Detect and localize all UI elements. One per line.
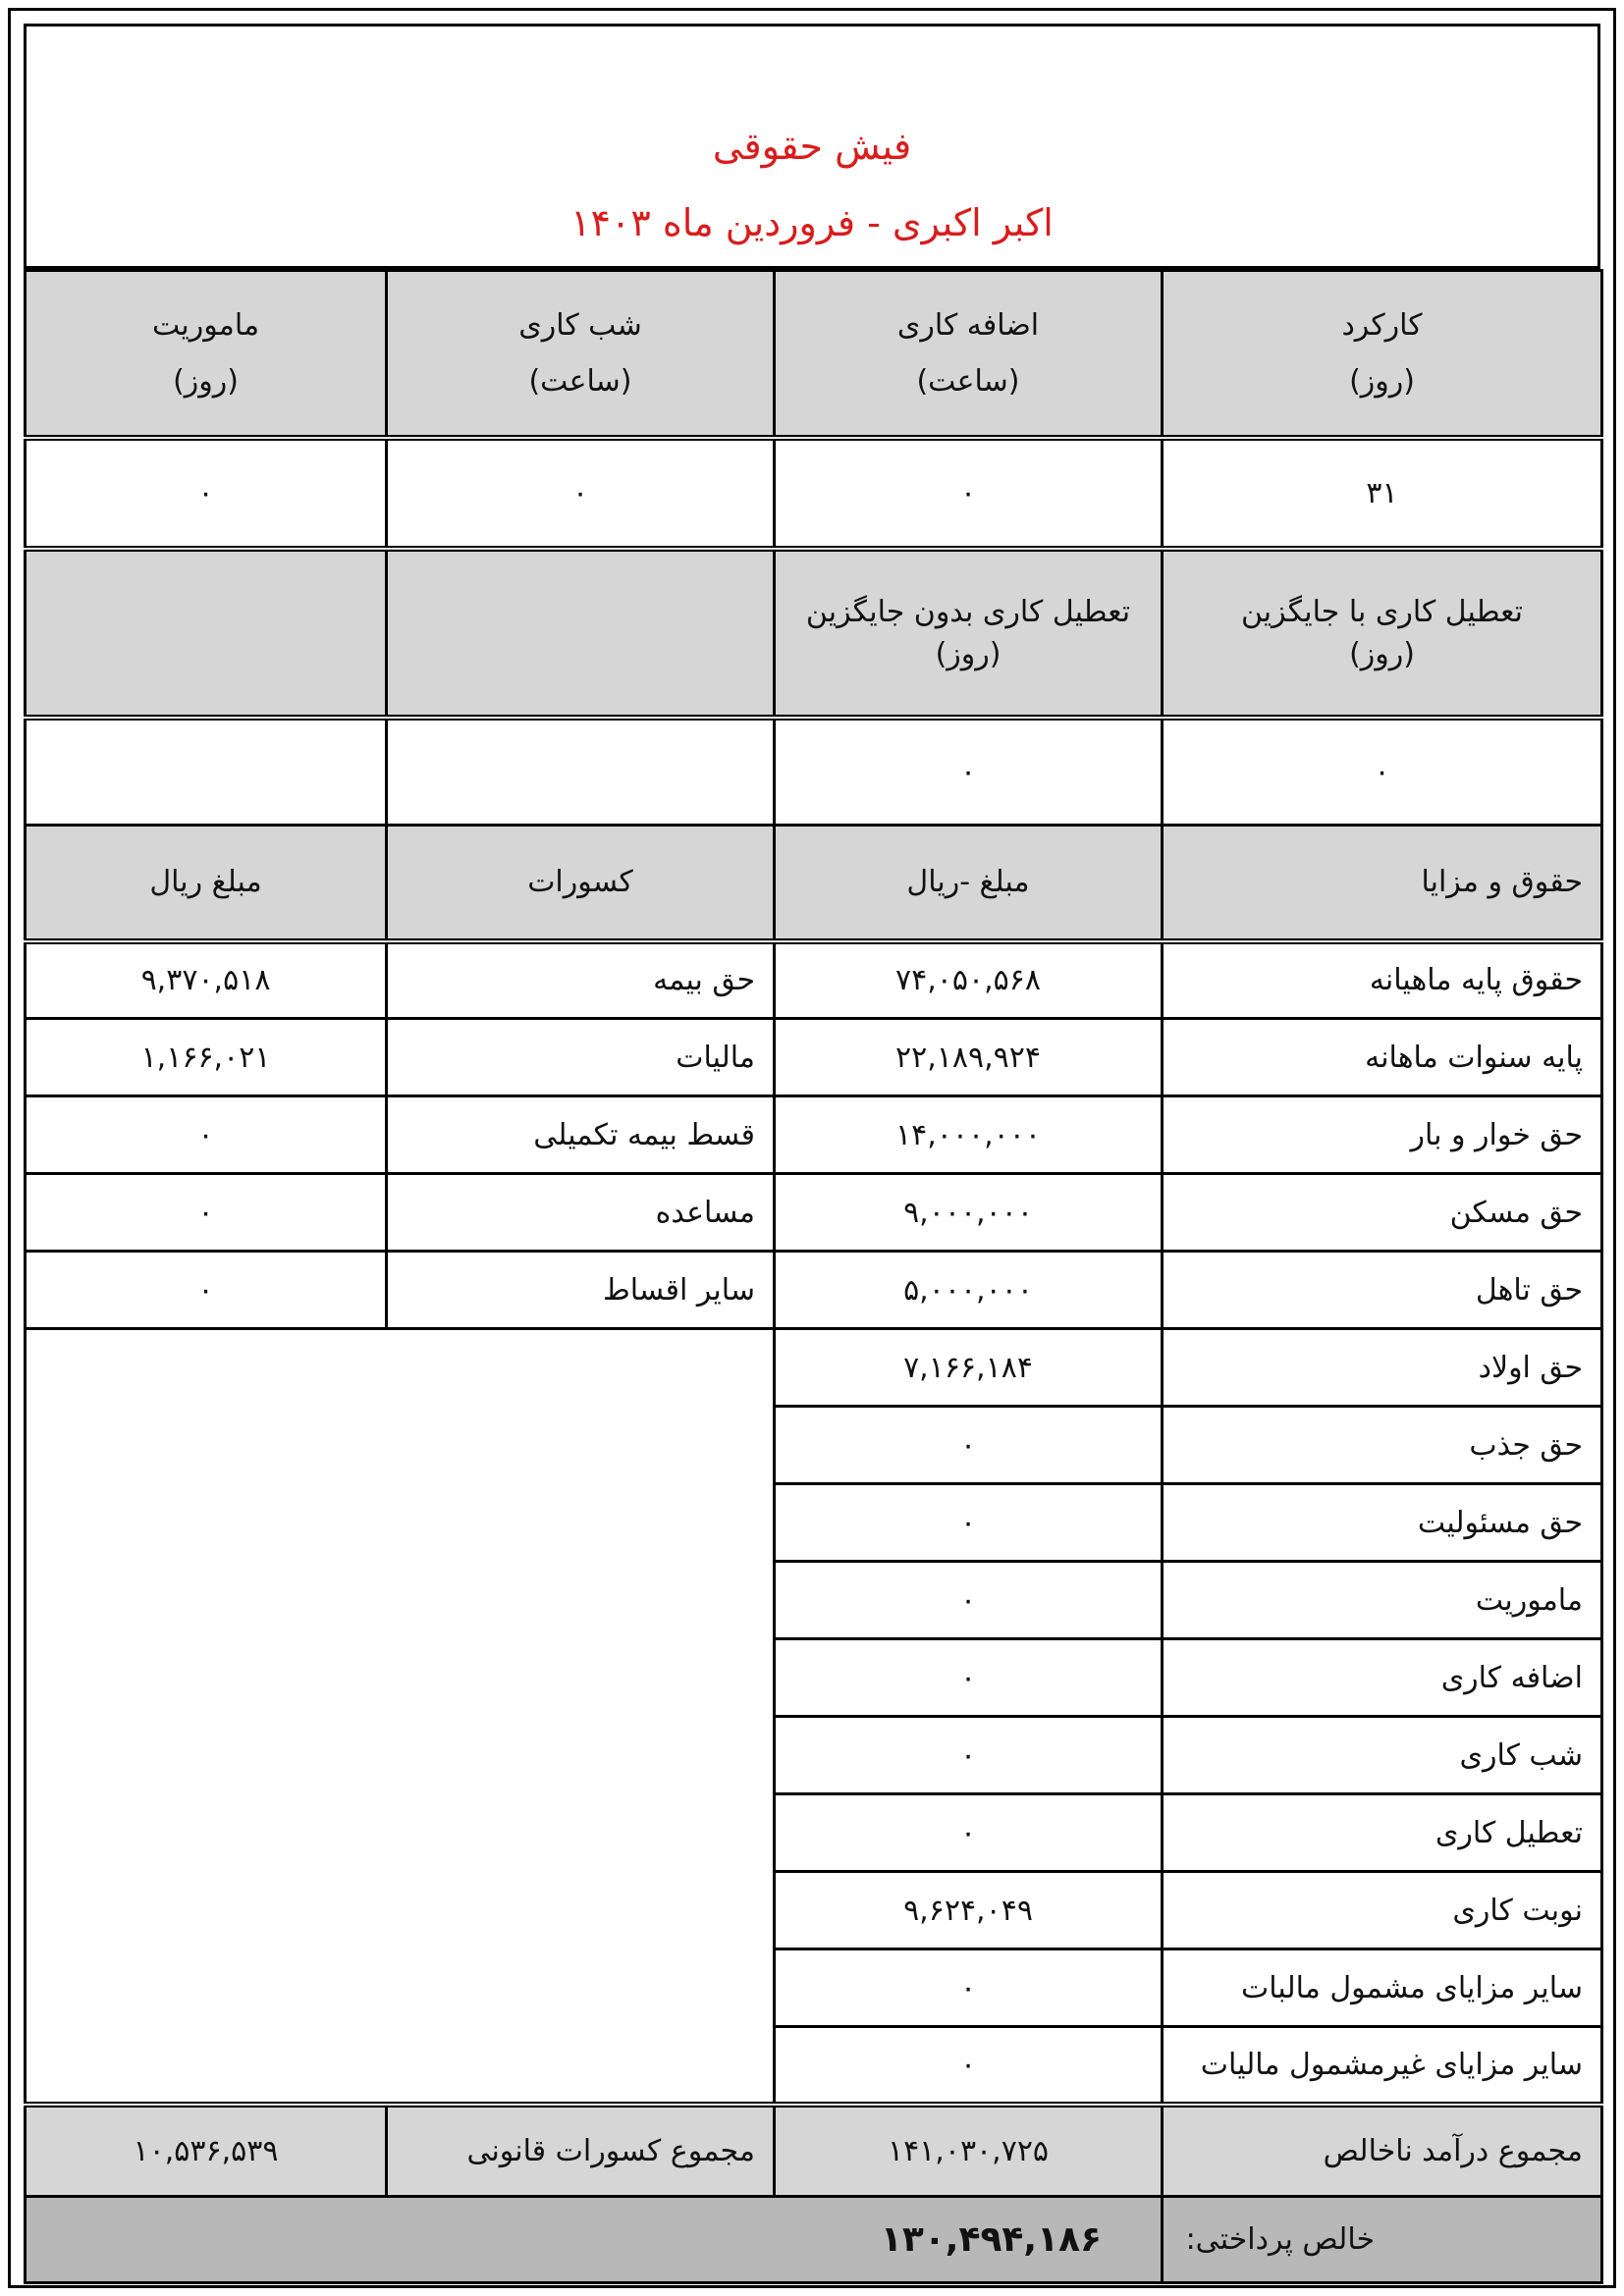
gross-income-amount: ۱۴۱,۰۳۰,۷۲۵ — [775, 2105, 1163, 2197]
earning-amount: ۷۴,۰۵۰,۵۶۸ — [775, 941, 1163, 1019]
payslip-sheet — [24, 24, 1600, 2287]
deductions-header: کسورات — [387, 826, 775, 941]
earning-label: حق مسکن — [1163, 1174, 1602, 1252]
attendance-table — [24, 269, 1603, 827]
earning-amount: ۰ — [775, 2027, 1163, 2105]
earning-amount: ۵,۰۰۰,۰۰۰ — [775, 1252, 1163, 1329]
earning-label: پایه سنوات ماهانه — [1163, 1019, 1602, 1096]
attendance-value-overtime: ۰ — [775, 438, 1163, 549]
earning-label: ماموریت — [1163, 1562, 1602, 1639]
attendance-header-row — [26, 271, 1602, 438]
empty-header-cell — [387, 549, 775, 718]
earning-label: حق تاهل — [1163, 1252, 1602, 1329]
attendance-value-nightwork: ۰ — [387, 438, 775, 549]
earning-label: اضافه کاری — [1163, 1639, 1602, 1717]
earning-label: نوبت کاری — [1163, 1872, 1602, 1949]
earning-amount: ۰ — [775, 1949, 1163, 2027]
employee-period: اکبر اکبری - فروردین ماه ۱۴۰۳ — [570, 201, 1054, 244]
deduction-amount: ۱,۱۶۶,۰۲۱ — [26, 1019, 387, 1096]
deduction-amount: ۰ — [26, 1096, 387, 1174]
earning-label: سایر مزایای غیرمشمول مالیات — [1163, 2027, 1602, 2105]
empty-value-cell — [26, 718, 387, 826]
attendance-header-mission: ماموریت (روز) — [26, 271, 387, 438]
earning-amount: ۰ — [775, 1484, 1163, 1562]
earning-amount: ۲۲,۱۸۹,۹۲۴ — [775, 1019, 1163, 1096]
earning-amount: ۷,۱۶۶,۱۸۴ — [775, 1329, 1163, 1407]
earnings-header: حقوق و مزایا — [1163, 826, 1602, 941]
empty-value-cell — [387, 718, 775, 826]
deduction-label: مالیات — [387, 1019, 775, 1096]
deduction-amount: ۰ — [26, 1252, 387, 1329]
net-pay-label: خالص پرداختی: — [1163, 2197, 1602, 2283]
total-deductions-label: مجموع کسورات قانونی — [387, 2105, 775, 2197]
holiday-header-with-substitute: تعطیل کاری با جایگزین (روز) — [1163, 549, 1602, 718]
deduction-label: مساعده — [387, 1174, 775, 1252]
earnings-header-row — [26, 826, 1602, 941]
table-row — [26, 1019, 1602, 1096]
earning-label: تعطیل کاری — [1163, 1794, 1602, 1872]
deduction-label: قسط بیمه تکمیلی — [387, 1096, 775, 1174]
attendance-values-row — [26, 438, 1602, 549]
attendance-header-overtime: اضافه کاری (ساعت) — [775, 271, 1163, 438]
earnings-deductions-table — [24, 824, 1603, 2284]
table-row — [26, 1174, 1602, 1252]
earning-label: حقوق پایه ماهیانه — [1163, 941, 1602, 1019]
earning-label: حق خوار و بار — [1163, 1096, 1602, 1174]
earning-label: حق اولاد — [1163, 1329, 1602, 1407]
earning-amount: ۰ — [775, 1794, 1163, 1872]
table-row — [26, 941, 1602, 1019]
table-row — [26, 1329, 1602, 1407]
table-row — [26, 1096, 1602, 1174]
empty-header-cell — [26, 549, 387, 718]
deduction-amount: ۹,۳۷۰,۵۱۸ — [26, 941, 387, 1019]
holiday-value-with-substitute: ۰ — [1163, 718, 1602, 826]
deductions-amount-header: مبلغ ریال — [26, 826, 387, 941]
deduction-label: سایر اقساط — [387, 1252, 775, 1329]
earning-amount: ۹,۰۰۰,۰۰۰ — [775, 1174, 1163, 1252]
attendance-header-workdays: کارکرد (روز) — [1163, 271, 1602, 438]
earning-label: شب کاری — [1163, 1717, 1602, 1794]
gross-income-label: مجموع درآمد ناخالص — [1163, 2105, 1602, 2197]
attendance-value-workdays: ۳۱ — [1163, 438, 1602, 549]
earning-amount: ۰ — [775, 1562, 1163, 1639]
earnings-amount-header: مبلغ -ریال — [775, 826, 1163, 941]
earning-label: حق مسئولیت — [1163, 1484, 1602, 1562]
payslip-title: فیش حقوقی — [712, 125, 912, 168]
deduction-amount: ۰ — [26, 1174, 387, 1252]
earning-amount: ۱۴,۰۰۰,۰۰۰ — [775, 1096, 1163, 1174]
earning-label: سایر مزایای مشمول مالبات — [1163, 1949, 1602, 2027]
holiday-value-without-substitute: ۰ — [775, 718, 1163, 826]
net-pay-row — [26, 2197, 1602, 2283]
holiday-header-row — [26, 549, 1602, 718]
total-deductions-amount: ۱۰,۵۳۶,۵۳۹ — [26, 2105, 387, 2197]
earning-amount: ۰ — [775, 1639, 1163, 1717]
table-row — [26, 1252, 1602, 1329]
attendance-header-nightwork: شب کاری (ساعت) — [387, 271, 775, 438]
holiday-values-row — [26, 718, 1602, 826]
title-box — [24, 24, 1600, 269]
earning-amount: ۰ — [775, 1407, 1163, 1484]
earning-amount: ۹,۶۲۴,۰۴۹ — [775, 1872, 1163, 1949]
earning-label: حق جذب — [1163, 1407, 1602, 1484]
empty-deductions-area — [26, 1329, 775, 2105]
earning-amount: ۰ — [775, 1717, 1163, 1794]
totals-row — [26, 2105, 1602, 2197]
attendance-value-mission: ۰ — [26, 438, 387, 549]
holiday-header-without-substitute: تعطیل کاری بدون جایگزین (روز) — [775, 549, 1163, 718]
net-pay-amount: ۱۳۰,۴۹۴,۱۸۶ — [26, 2197, 1163, 2283]
deduction-label: حق بیمه — [387, 941, 775, 1019]
